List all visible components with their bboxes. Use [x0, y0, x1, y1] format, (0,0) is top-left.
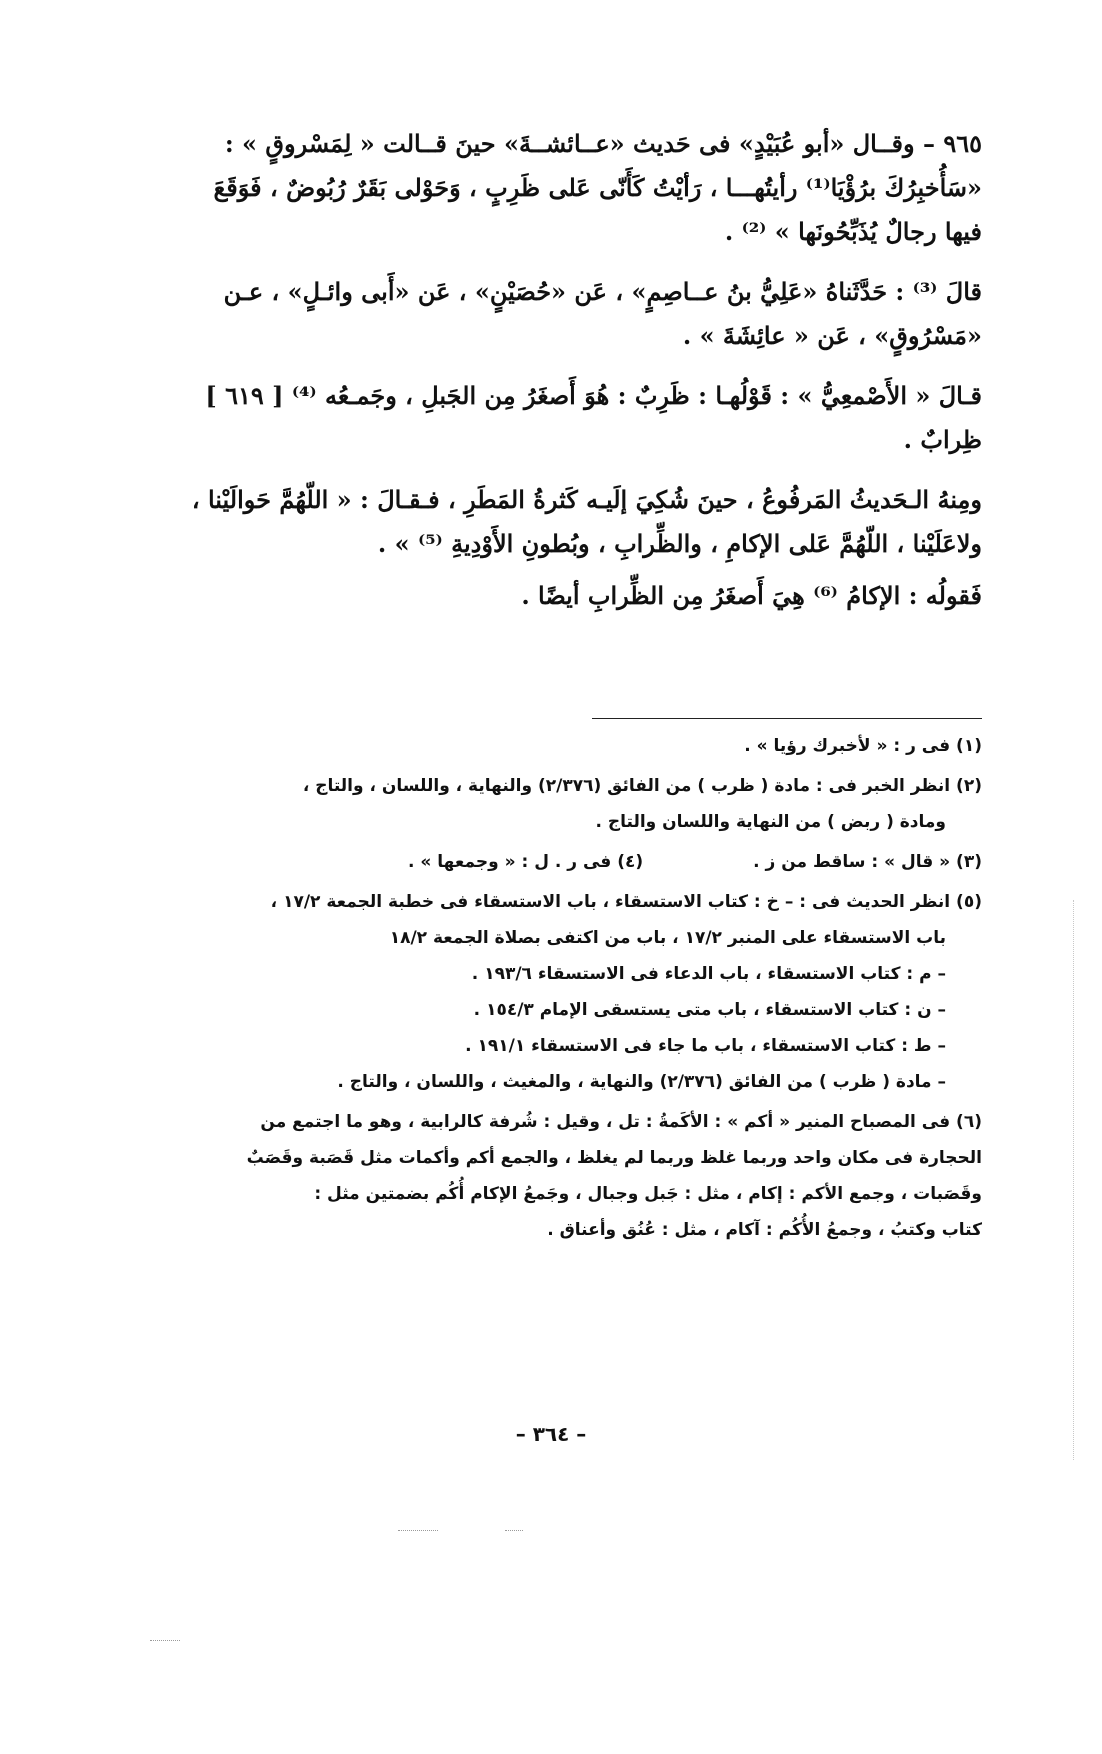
- footnote-line: (١) فى ر : « لأخبرك رؤيا » .: [744, 736, 982, 756]
- footnote-line: وقَصَبات ، وجمع الأكم : إكام ، مثل : جَبل وجبال ، وجَمعُ الإكام أُكُم بضمتين مثل :: [314, 1184, 982, 1204]
- footnote-6: [160, 1104, 982, 1248]
- footnote-line: (٢) انظر الخبر فى : مادة ( ظرب ) من الفائق (٢/٣٧٦) والنهاية ، واللسان ، والتاج ،: [302, 776, 982, 796]
- footnote-line: – م : كتاب الاستسقاء ، باب الدعاء فى الاستسقاء ١٩٣/٦ .: [471, 964, 946, 984]
- paragraph-line: فَقولُه : الإكامُ ⁽⁶⁾ هِيَ أَصغَرُ مِن الظِّرابِ أيضًا .: [521, 581, 982, 610]
- paragraph-asmai: [160, 374, 982, 462]
- footnote-5: [160, 884, 982, 1100]
- footnote-3: (٣) « قال » : ساقط من ز .: [753, 852, 982, 872]
- footnote-3-4-row: [160, 844, 982, 880]
- paragraph-ikam: [160, 574, 982, 618]
- paragraph-line: قالَ ⁽³⁾ : حَدَّثَناهُ «عَلِيُّ بنُ عــاصِمٍ» ، عَن «حُصَيْنٍ» ، عَن «أَبى وائـلٍ» ، عـن: [223, 277, 982, 306]
- paragraph-line: ومِنهُ الـحَديثُ المَرفُوعُ ، حينَ شُكِيَ إلَيـه كَثرةُ المَطَرِ ، فـقـالَ : « اللّهُمَّ حَوالَيْنا ،: [191, 485, 982, 514]
- footnote-line: (٦) فى المصباح المنير « أكم » : الأكَمةُ : تل ، وقيل : شُرفة كالرابية ، وهو ما اجتمع من: [260, 1112, 982, 1132]
- scan-artifact: [1073, 900, 1074, 1460]
- footnote-line: ومادة ( ربض ) من النهاية واللسان والتاج .: [595, 812, 946, 832]
- paragraph-line: قـالَ « الأَصْمعِيُّ » : قَوْلُهـا : ظَرِبٌ : هُوَ أَصغَرُ مِن الجَبلِ ، وجَمـعُه ⁽⁴⁾ [ ٦١٩ ]: [205, 381, 982, 410]
- paragraph-line: «سَأُخبِرُكَ برُؤْيَا⁽¹⁾ رأيتُهـــا ، رَأيْتُ كَأَنّى عَلى ظَرِبٍ ، وَحَوْلى بَقَرٌ رُبُوضٌ ، فَوَقَعَ: [213, 173, 982, 202]
- paragraph-isnad: [160, 270, 982, 358]
- scan-artifact: [150, 1640, 180, 1641]
- footnote-4: (٤) فى ر . ل : « وجمعها » .: [408, 852, 644, 872]
- scan-artifact: [505, 1530, 523, 1531]
- footnote-line: – ط : كتاب الاستسقاء ، باب ما جاء فى الاستسقاء ١٩١/١ .: [465, 1036, 946, 1056]
- footnote-line: باب الاستسقاء على المنبر ١٧/٢ ، باب من اكتفى بصلاة الجمعة ١٨/٢: [389, 928, 946, 948]
- footnote-line: الحجارة فى مكان واحد وربما غلظ وربما لم يغلظ ، والجمع أكم وأكمات مثل قَصَبة وقَصَبٌ: [246, 1148, 982, 1168]
- footnote-divider: [592, 718, 982, 719]
- footnote-line: كتاب وكتبُ ، وجمعُ الأُكُم : آكام ، مثل : عُنُق وأعناق .: [547, 1220, 982, 1240]
- footnote-line: – ن : كتاب الاستسقاء ، باب متى يستسقى الإمام ١٥٤/٣ .: [473, 1000, 946, 1020]
- paragraph-line: ٩٦٥ – وقــال «أبو عُبَيْدٍ» فى حَديث «عــائشــةَ» حينَ قــالت « لِمَسْروقٍ » :: [224, 129, 982, 158]
- footnote-1: [160, 728, 982, 764]
- footnotes: [160, 728, 982, 1252]
- paragraph-hadith: [160, 478, 982, 566]
- scan-artifact: [398, 1530, 438, 1531]
- footnote-2: [160, 768, 982, 840]
- paragraph-965: [160, 122, 982, 254]
- main-text: [160, 122, 982, 626]
- paragraph-line: ظِرابٌ .: [903, 425, 982, 454]
- footnote-line: – مادة ( ظرب ) من الفائق (٢/٣٧٦) والنهاية ، والمغيث ، واللسان ، والتاج .: [337, 1072, 946, 1092]
- paragraph-line: «مَسْرُوقٍ» ، عَن « عائِشَةَ » .: [682, 321, 982, 350]
- paragraph-line: ولاعَلَيْنا ، اللّهُمَّ عَلى الإكامِ ، والظِّرابِ ، وبُطونِ الأَوْدِيةِ ⁽⁵⁾ » .: [377, 529, 982, 558]
- paragraph-line: فيها رجالٌ يُذَبِّحُونَها » ⁽²⁾ .: [724, 217, 982, 246]
- page-number: – ٣٦٤ –: [515, 1422, 587, 1446]
- footnote-line: (٥) انظر الحديث فى : – خ : كتاب الاستسقاء ، باب الاستسقاء فى خطبة الجمعة ١٧/٢ ،: [270, 892, 982, 912]
